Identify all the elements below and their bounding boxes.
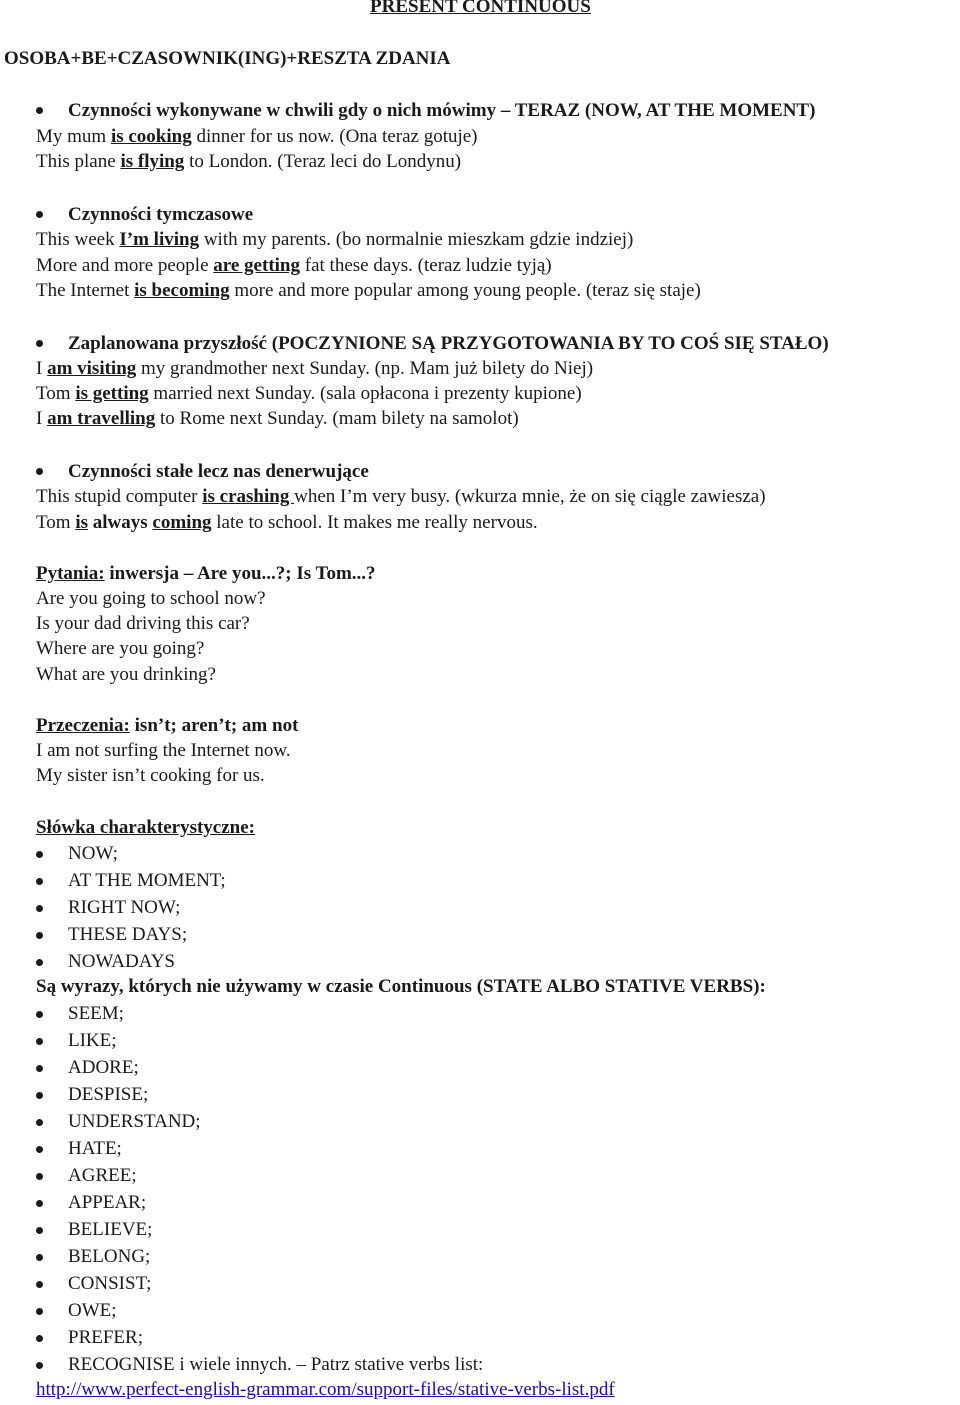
bullet-icon [36, 468, 43, 475]
stative-verb: HATE; [68, 1138, 122, 1159]
example-line: My mum is cooking dinner for us now. (Ona teraz gotuje) [36, 126, 478, 147]
keyword-item: AT THE MOMENT; [68, 870, 226, 891]
stative-verb: PREFER; [68, 1327, 143, 1348]
formula: OSOBA+BE+CZASOWNIK(ING)+RESZTA ZDANIA [4, 48, 451, 69]
keyword-item: THESE DAYS; [68, 924, 188, 945]
bullet-icon [36, 1335, 43, 1342]
keyword-item: NOW; [68, 843, 118, 864]
bullet-icon [36, 211, 43, 218]
stative-verb: UNDERSTAND; [68, 1111, 201, 1132]
bullet-icon [36, 1092, 43, 1099]
negation-example: My sister isn’t cooking for us. [36, 765, 265, 786]
stative-verb: AGREE; [68, 1165, 137, 1186]
bullet-icon [36, 1227, 43, 1234]
stative-verb: RECOGNISE i wiele innych. – Patrz stative verbs list: [68, 1354, 484, 1375]
question-example: Where are you going? [36, 638, 205, 659]
section-heading: Zaplanowana przyszłość (POCZYNIONE SĄ PRZYGOTOWANIA BY TO COŚ SIĘ STAŁO) [68, 333, 829, 354]
bullet-icon [36, 1119, 43, 1126]
example-line: This week I’m living with my parents. (bo normalnie mieszkam gdzie indziej) [36, 229, 634, 250]
negations-heading: Przeczenia: isn’t; aren’t; am not [36, 715, 299, 736]
example-line: The Internet is becoming more and more popular among young people. (teraz się staje) [36, 280, 701, 301]
example-line: This stupid computer is crashing when I’m very busy. (wkurza mnie, że on się ciągle zawiesza) [36, 486, 766, 507]
example-line: Tom is getting married next Sunday. (sala opłacona i prezenty kupione) [36, 383, 582, 404]
keyword-item: RIGHT NOW; [68, 897, 181, 918]
bullet-icon [36, 1281, 43, 1288]
question-example: What are you drinking? [36, 664, 216, 685]
negation-example: I am not surfing the Internet now. [36, 740, 291, 761]
question-example: Are you going to school now? [36, 588, 266, 609]
bullet-icon [36, 932, 43, 939]
bullet-icon [36, 878, 43, 885]
example-line: Tom is always coming late to school. It makes me really nervous. [36, 512, 538, 533]
bullet-icon [36, 1308, 43, 1315]
bullet-icon [36, 1146, 43, 1153]
bullet-icon [36, 1200, 43, 1207]
bullet-icon [36, 340, 43, 347]
section-heading: Czynności wykonywane w chwili gdy o nich mówimy – TERAZ (NOW, AT THE MOMENT) [68, 100, 816, 121]
stative-verbs-link[interactable]: http://www.perfect-english-grammar.com/support-files/stative-verbs-list.pdf [36, 1379, 615, 1400]
bullet-icon [36, 107, 43, 114]
stative-heading: Są wyrazy, których nie używamy w czasie Continuous (STATE ALBO STATIVE VERBS): [36, 976, 766, 997]
stative-verb: ADORE; [68, 1057, 139, 1078]
example-line: More and more people are getting fat these days. (teraz ludzie tyją) [36, 255, 552, 276]
stative-verb: LIKE; [68, 1030, 117, 1051]
example-line: I am travelling to Rome next Sunday. (mam bilety na samolot) [36, 408, 519, 429]
stative-verb: CONSIST; [68, 1273, 152, 1294]
bullet-icon [36, 1065, 43, 1072]
page-title: PRESENT CONTINUOUS [370, 0, 591, 17]
bullet-icon [36, 1038, 43, 1045]
stative-verb: BELIEVE; [68, 1219, 153, 1240]
questions-heading: Pytania: inwersja – Are you...?; Is Tom...? [36, 563, 376, 584]
stative-verb: BELONG; [68, 1246, 151, 1267]
bullet-icon [36, 851, 43, 858]
stative-verb: SEEM; [68, 1003, 124, 1024]
bullet-icon [36, 959, 43, 966]
section-heading: Czynności tymczasowe [68, 204, 254, 225]
bullet-icon [36, 1254, 43, 1261]
question-example: Is your dad driving this car? [36, 613, 250, 634]
keywords-heading: Słówka charakterystyczne: [36, 817, 255, 838]
keyword-item: NOWADAYS [68, 951, 175, 972]
stative-verb: DESPISE; [68, 1084, 149, 1105]
bullet-icon [36, 905, 43, 912]
example-line: I am visiting my grandmother next Sunday. (np. Mam już bilety do Niej) [36, 358, 594, 379]
stative-verb: OWE; [68, 1300, 117, 1321]
bullet-icon [36, 1362, 43, 1369]
bullet-icon [36, 1011, 43, 1018]
section-heading: Czynności stałe lecz nas denerwujące [68, 461, 369, 482]
bullet-icon [36, 1173, 43, 1180]
example-line: This plane is flying to London. (Teraz leci do Londynu) [36, 151, 462, 172]
stative-verb: APPEAR; [68, 1192, 147, 1213]
